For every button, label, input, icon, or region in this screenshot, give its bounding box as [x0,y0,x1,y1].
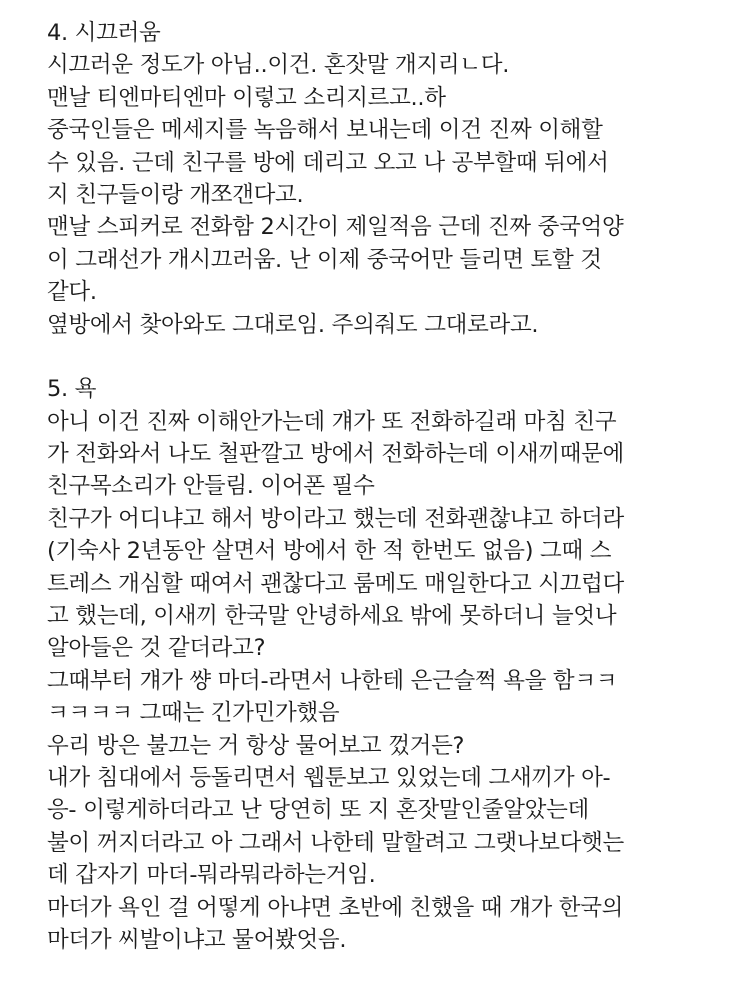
paragraph-line: ㅋㅋㅋㅋ 그때는 긴가민가했음 [47,700,340,727]
paragraph-line: 마더가 씨발이냐고 물어봤엇음. [47,926,347,953]
section-spacer [47,341,750,373]
section-heading: 4. 시끄러움 [47,20,161,46]
paragraph-line: 친구가 어디냐고 해서 방이라고 했는데 전화괜찮냐고 하더라 [47,505,624,532]
paragraph-line: 가 전화와서 나도 철판깔고 방에서 전화하는데 이새끼때문에 [47,441,624,468]
paragraph-line: 중국인들은 메세지를 녹음해서 보내는데 이건 진짜 이해할 [47,117,603,144]
section-4 [47,17,750,341]
paragraph-line: 옆방에서 찾아와도 그대로임. 주의줘도 그대로라고. [47,311,539,338]
paragraph-line: 수 있음. 근데 친구를 방에 데리고 오고 나 공부할때 뒤에서 [47,149,609,176]
paragraph-line: 지 친구들이랑 개쪼갠다고. [47,181,304,208]
paragraph-line: 알아들은 것 같더라고? [47,635,266,662]
section-heading: 5. 욕 [47,376,97,403]
paragraph-line: 고 했는데, 이새끼 한국말 안녕하세요 밖에 못하더니 늘엇나 [47,603,617,630]
paragraph-line: 데 갑자기 마더-뭐라뭐라하는거임. [47,862,376,889]
paragraph-line: (기숙사 2년동안 살면서 방에서 한 적 한번도 없음) 그때 스 [47,538,612,565]
paragraph-line: 맨날 티엔마티엔마 이렇고 소리지르고..하 [47,84,446,111]
paragraph-line: 마더가 욕인 걸 어떻게 아냐면 초반에 친했을 때 걔가 한국의 [47,894,624,921]
section-5 [47,373,750,956]
paragraph-line: 이 그래선가 개시끄러움. 난 이제 중국어만 들리면 토할 것 [47,246,602,273]
paragraph-line: 응- 이렇게하더라고 난 당연히 또 지 혼잣말인줄알았는데 [47,797,589,824]
paragraph-line: 우리 방은 불끄는 거 항상 물어보고 껐거든? [47,732,465,759]
paragraph-line: 불이 꺼지더라고 아 그래서 나한테 말할려고 그랫나보다햇는 [47,829,624,856]
paragraph-line: 같다. [47,279,97,306]
paragraph-line: 트레스 개심할 때여서 괜찮다고 룸메도 매일한다고 시끄럽다 [47,570,624,597]
paragraph-line: 맨날 스피커로 전화함 2시간이 제일적음 근데 진짜 중국억양 [47,214,624,241]
paragraph-line: 그때부터 걔가 썅 마더-라면서 나한테 은근슬쩍 욕을 함ㅋㅋ [47,667,618,694]
paragraph-line: 아니 이건 진짜 이해안가는데 걔가 또 전화하길래 마침 친구 [47,408,617,435]
paragraph-line: 시끄러운 정도가 아님..이건. 혼잣말 개지리ㄴ다. [47,52,510,79]
paragraph-line: 친구목소리가 안들림. 이어폰 필수 [47,473,375,500]
paragraph-line: 내가 침대에서 등돌리면서 웹툰보고 있었는데 그새끼가 아- [47,764,611,791]
